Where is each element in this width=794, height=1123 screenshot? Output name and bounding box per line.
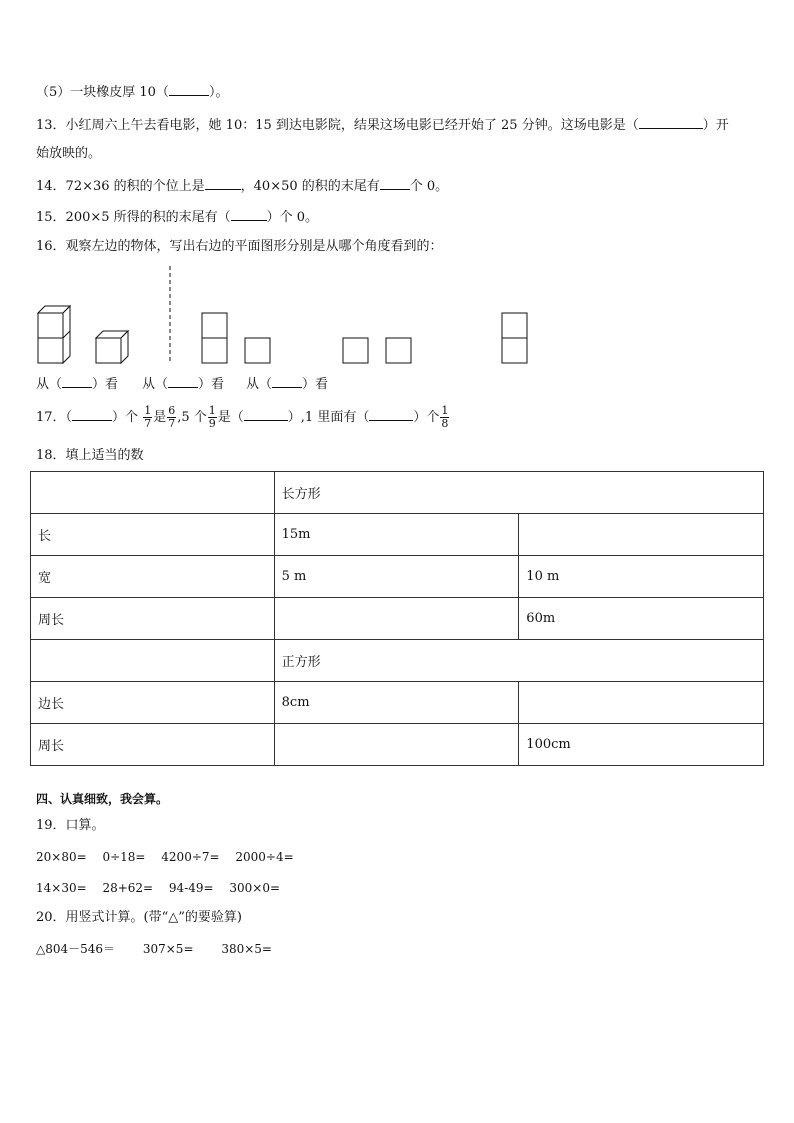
- fraction: $\frac{1}{7}$: [144, 404, 152, 430]
- answer-blank[interactable]: [205, 176, 241, 190]
- question-13-cont: 始放映的。: [36, 146, 102, 161]
- view-figure: [0, 0, 794, 400]
- answer-blank[interactable]: [380, 176, 410, 190]
- view-answer-2: 从（ ）看: [142, 374, 224, 394]
- answer-blank[interactable]: [72, 407, 112, 421]
- question-17: 17．（ ）个 $\frac{1}{7}$ 是 $\frac{6}{7}$ ,5 个 $\frac{1}{9}$ 是（ ）,1 里面有（ ）个 $\frac{1}{8}$: [36, 404, 449, 430]
- table-row: 边长 8cm: [31, 682, 764, 724]
- stacked-cubes-icon: [38, 306, 70, 363]
- vertical-calc-row: △804－546＝ 307×5= 380×5=: [36, 942, 272, 956]
- fraction: $\frac{1}{9}$: [208, 404, 216, 430]
- question-13: 13．小红周六上午去看电影，她 10：15 到达电影院，结果这场电影已经开始了 25 分钟。这场电影是（ ）开: [36, 115, 729, 135]
- square-header: 正方形: [274, 640, 763, 682]
- answer-blank[interactable]: [231, 207, 267, 221]
- answer-blank[interactable]: [169, 82, 209, 96]
- answer-blank[interactable]: [168, 374, 198, 388]
- single-cube-icon: [96, 331, 128, 363]
- rect-header: 长方形: [274, 472, 763, 514]
- plane-figures: [202, 313, 527, 363]
- answer-blank[interactable]: [62, 374, 92, 388]
- fill-table: [30, 471, 764, 766]
- answer-blank[interactable]: [244, 407, 288, 421]
- section-heading: 四、认真细致，我会算。: [36, 792, 169, 806]
- view-answer-3: 从（ ）看: [246, 374, 328, 394]
- question-15: 15．200×5 所得的积的末尾有（ ）个 0。: [36, 207, 318, 227]
- answer-blank[interactable]: [272, 374, 302, 388]
- question-18-title: 18．填上适当的数: [36, 448, 144, 463]
- oral-calc-row-2: 14×30= 28+62= 94-49= 300×0=: [36, 881, 281, 895]
- table-row: 周长 100cm: [31, 724, 764, 766]
- table-row: 周长 60m: [31, 598, 764, 640]
- question-14: 14．72×36 的积的个位上是 ，40×50 的积的末尾有 个 0。: [36, 176, 448, 196]
- table-cell: [31, 640, 275, 682]
- question-19-title: 19．口算。: [36, 818, 105, 833]
- fraction: $\frac{1}{8}$: [441, 404, 449, 430]
- objects-figure: [0, 0, 794, 400]
- oral-calc-row-1: 20×80= 0÷18= 4200÷7= 2000÷4=: [36, 850, 294, 864]
- fraction: $\frac{6}{7}$: [168, 404, 176, 430]
- question-5: （5）一块橡皮厚 10（ ）。: [36, 82, 228, 102]
- table-cell: [31, 472, 275, 514]
- question-16: 16．观察左边的物体，写出右边的平面图形分别是从哪个角度看到的：: [36, 239, 443, 254]
- table-row: 宽 5 m 10 m: [31, 556, 764, 598]
- answer-blank[interactable]: [639, 115, 703, 129]
- view-answer-1: 从（ ）看: [36, 374, 118, 394]
- answer-blank[interactable]: [369, 407, 413, 421]
- table-row: 长 15m: [31, 514, 764, 556]
- question-20-title: 20．用竖式计算。(带“△”的要验算): [36, 910, 242, 925]
